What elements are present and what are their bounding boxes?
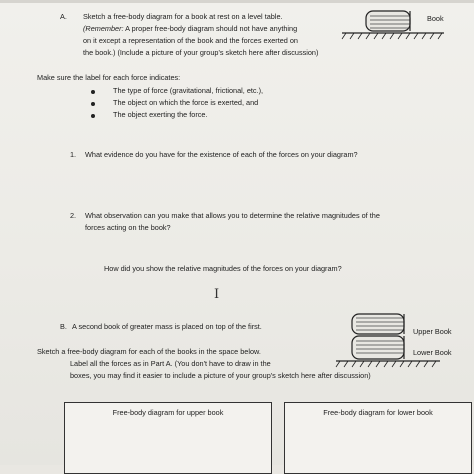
bullet-item-3: The object exerting the force. bbox=[113, 110, 208, 119]
lower-book-box-label: Free-body diagram for lower book bbox=[323, 408, 433, 417]
text-cursor-icon: I bbox=[214, 287, 220, 302]
part-b-letter: B. bbox=[60, 322, 67, 331]
question-3-text: How did you show the relative magnitudes of the forces on your diagram? bbox=[104, 264, 342, 273]
part-a-line2-rest: A proper free-body diagram should not have anything bbox=[125, 24, 298, 33]
bullet-dot bbox=[91, 102, 95, 106]
remember-label: (Remember: bbox=[83, 24, 124, 33]
question-2-number: 2. bbox=[70, 211, 77, 220]
upper-book-label: Upper Book bbox=[413, 327, 452, 336]
part-a-line1: Sketch a free-body diagram for a book at rest on a level table. bbox=[83, 12, 283, 21]
lower-book-label: Lower Book bbox=[413, 348, 452, 357]
part-a-letter: A. bbox=[60, 12, 67, 21]
question-2-line2: forces acting on the book? bbox=[85, 223, 171, 232]
upper-book-box-label: Free-body diagram for upper book bbox=[112, 408, 224, 417]
part-b-line4: boxes, you may find it easier to include a picture of your group's sketch here after discussion) bbox=[70, 371, 371, 380]
page-top-edge bbox=[0, 0, 474, 3]
question-2-line1: What observation can you make that allows you to determine the relative magnitudes of the bbox=[85, 211, 380, 220]
question-1-number: 1. bbox=[70, 150, 77, 159]
upper-book-diagram-box[interactable] bbox=[64, 402, 272, 474]
book-label: Book bbox=[427, 14, 444, 23]
bullet-item-1: The type of force (gravitational, frictional, etc.), bbox=[113, 86, 264, 95]
bullet-item-2: The object on which the force is exerted, and bbox=[113, 98, 259, 107]
part-a-line3: on it except a representation of the book and the forces exerted on bbox=[83, 36, 298, 45]
part-b-line2: Sketch a free-body diagram for each of the books in the space below. bbox=[37, 347, 261, 356]
part-a-line4: the book.) (Include a picture of your group's sketch here after discussion) bbox=[83, 48, 319, 57]
part-b-line1: A second book of greater mass is placed on top of the first. bbox=[72, 322, 262, 331]
question-1-text: What evidence do you have for the existence of each of the forces on your diagram? bbox=[85, 150, 358, 159]
part-b-line3: Label all the forces as in Part A. (You don't have to draw in the bbox=[70, 359, 271, 368]
bullet-dot bbox=[91, 114, 95, 118]
labels-intro: Make sure the label for each force indicates: bbox=[37, 73, 181, 82]
stacked-books-figure bbox=[336, 312, 471, 372]
lower-book-diagram-box[interactable] bbox=[284, 402, 472, 474]
part-a-line2 bbox=[83, 24, 297, 35]
bullet-dot bbox=[91, 90, 95, 94]
